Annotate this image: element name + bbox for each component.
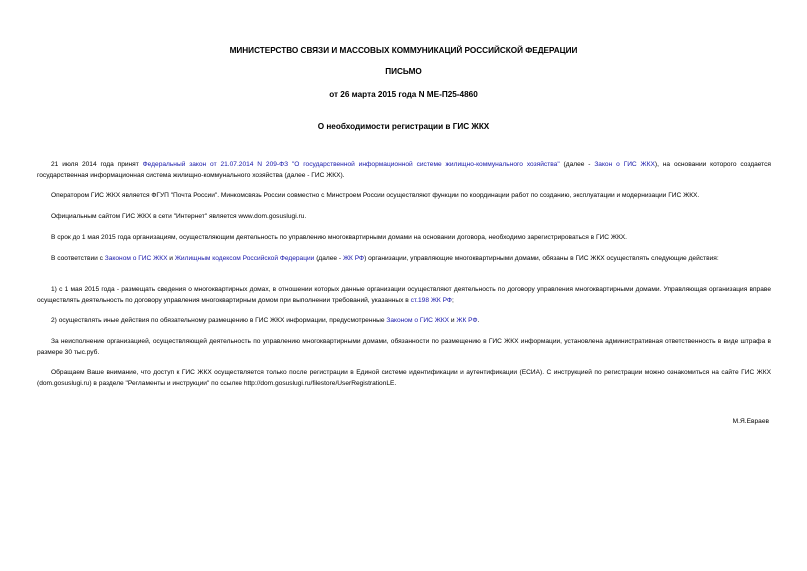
paragraph-text: и bbox=[167, 255, 175, 262]
document-date-number: от 26 марта 2015 года N МЕ-П25-4860 bbox=[329, 90, 478, 99]
paragraph-item-2 bbox=[37, 316, 771, 327]
paragraph-access-note bbox=[37, 368, 771, 389]
paragraph-text: Обращаем Ваше внимание, что доступ к ГИС ЖКХ осуществляется только после регистрации в Единой системе идентификации и аутентификации (ЕСИА). С инструкцией по регистрации можно ознакомиться на сайте ГИС ЖКХ (dom.gosuslugi.ru) в разделе "Регламенты и инструкции" по ссылке http://dom.gosuslugi.ru/filestore/UserRegistrationLE. bbox=[37, 369, 771, 387]
paragraph-text: Официальным сайтом ГИС ЖКХ в сети "Интернет" является www.dom.gosuslugi.ru. bbox=[51, 213, 307, 220]
federal-law-link[interactable]: Федеральный закон от 21.07.2014 N 209-ФЗ "О государственной информационной системе жилищно-коммунального хозяйства" bbox=[142, 161, 560, 168]
paragraph-operator bbox=[37, 191, 771, 202]
ministry-heading: МИНИСТЕРСТВО СВЯЗИ И МАССОВЫХ КОММУНИКАЦИЙ РОССИЙСКОЙ ФЕДЕРАЦИИ bbox=[229, 46, 578, 55]
gis-law-link[interactable]: Закон о ГИС ЖКХ bbox=[594, 161, 655, 168]
paragraph-liability bbox=[37, 337, 771, 358]
paragraph-text: ; bbox=[451, 296, 454, 304]
paragraph-text: 21 июля 2014 года принят bbox=[51, 161, 143, 168]
document-subject: О необходимости регистрации в ГИС ЖКХ bbox=[317, 122, 490, 131]
paragraph-text: 2) осуществлять иные действия по обязательному размещению в ГИС ЖКХ информации, предусмотренные bbox=[51, 317, 387, 324]
paragraph-text: Оператором ГИС ЖКХ является ФГУП "Почта России". Минкомсвязь России совместно с Минстроем России осуществляют функции по координации работ по созданию, эксплуатации и модернизации ГИС ЖКХ. bbox=[51, 192, 700, 199]
paragraph-text: 1) с 1 мая 2015 года - размещать сведения о многоквартирных домах, в отношении которых данные организации осуществляют деятельность по договору управления многоквартирными домами. Управляющая организация вправе осуществлять деятельность по договору управления многоквартирным домом при выполнении требований, указанных в bbox=[37, 286, 771, 304]
gis-law-link[interactable]: Законом о ГИС ЖКХ bbox=[386, 317, 450, 324]
paragraph-item-1 bbox=[37, 285, 771, 306]
paragraph-official-site bbox=[37, 212, 771, 223]
gis-law-link[interactable]: Законом о ГИС ЖКХ bbox=[104, 255, 168, 262]
housing-code-short-link[interactable]: ЖК РФ bbox=[342, 255, 365, 262]
article-198-link[interactable]: ст.198 ЖК РФ bbox=[410, 296, 452, 304]
housing-code-link[interactable]: Жилищным кодексом Российской Федерации bbox=[174, 255, 315, 262]
signature: М.Я.Евраев bbox=[732, 418, 769, 425]
paragraph-text: За неисполнение организацией, осуществляющей деятельность по управлению многоквартирными домами, обязанности по размещению в ГИС ЖКХ информации, установлена административная ответственность в виде штрафа в размере 30 тыс.руб. bbox=[37, 338, 771, 356]
paragraph-text: В соответствии с bbox=[51, 255, 105, 262]
paragraph-text: В срок до 1 мая 2015 года организациям, осуществляющим деятельность по управлению многоквартирными домами на основании договора, необходимо зарегистрироваться в ГИС ЖКХ. bbox=[51, 234, 628, 241]
paragraph-text: (далее - bbox=[559, 161, 595, 168]
housing-code-short-link[interactable]: ЖК РФ bbox=[456, 317, 478, 324]
paragraph-deadline bbox=[37, 233, 771, 244]
paragraph-text: ), на основании которого создается государственная информационная система жилищно-коммунального хозяйства (далее - ГИС ЖКХ). bbox=[37, 161, 772, 179]
document-type: ПИСЬМО bbox=[385, 67, 422, 76]
paragraph-law-adopted bbox=[37, 160, 771, 181]
paragraph-obligations bbox=[37, 254, 771, 265]
paragraph-text: . bbox=[477, 317, 480, 324]
paragraph-text: и bbox=[449, 317, 457, 324]
paragraph-text: ) организации, управляющие многоквартирными домами, обязаны в ГИС ЖКХ осуществлять следующие действия: bbox=[364, 255, 719, 262]
paragraph-text: (далее - bbox=[314, 255, 343, 262]
